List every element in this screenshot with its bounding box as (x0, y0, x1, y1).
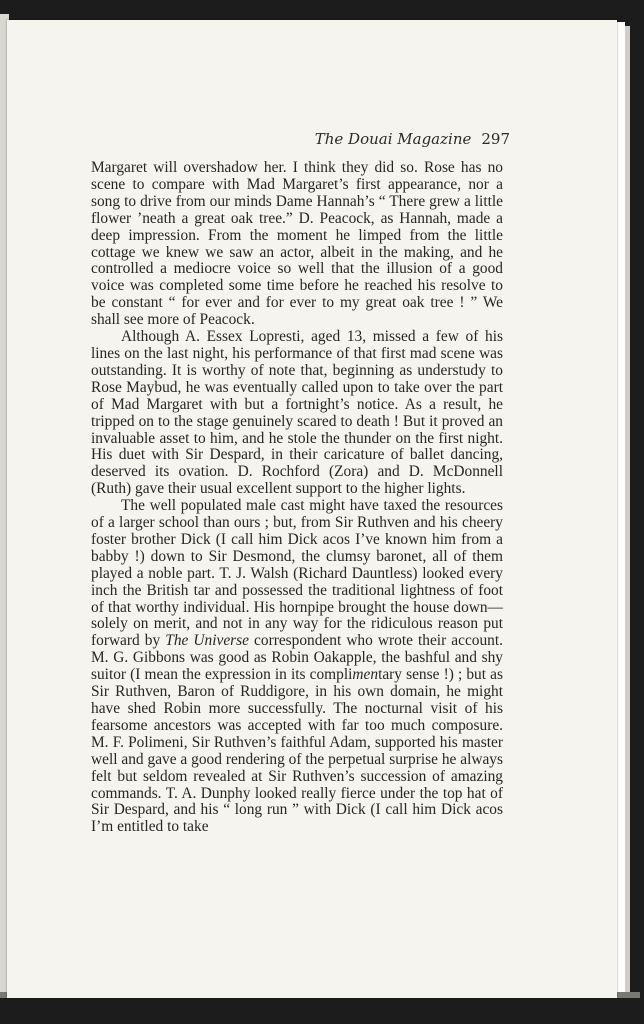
paragraph-text: Although A. Essex Lopresti, aged 13, missed a few of his lines on the last night, his performance of that first mad scene was outstanding. It is worthy of note that, beginning as understudy to Rose Maybud, he was eventually called upon to take over the part of Mad Margaret with but a fortnight’s notice. As a result, he tripped on to the stage genuinely scared to death ! But it proved an invaluable asset to him, and he stole the thunder on the first night. His duet with Sir Despard, in their caricature of ballet dancing, deserved its ovation. D. Rochford (Zora) and D. McDonnell (Ruth) gave their usual excellent support to the higher lights. (91, 328, 503, 498)
paragraph (91, 498, 503, 836)
paragraph-text: Margaret will overshadow her. I think they did so. Rose has no scene to compare with Mad Margaret’s first appearance, nor a song to drive from our minds Dame Hannah’s “ There grew a little flower ’neath a great oak tree.” D. Peacock, as Hannah, made a deep impression. From the moment he limped from the little cottage we knew we saw an actor, albeit in the making, and he controlled a mediocre voice so well that the illusion of a good voice was completed some time before he reached his resolve to be constant “ for ever and for ever to my great oak tree ! ” We shall see more of Peacock. (91, 159, 503, 329)
paragraph (91, 329, 503, 498)
paragraph-text: tary sense !) ; but as Sir Ruthven, Baron of Ruddigore, in his own domain, he might have shed Robin more successfully. The nocturnal visit of his fearsome ancestors was accepted with far too much composure. M. F. Polimeni, Sir Ruthven’s faithful Adam, supported his master well and gave a good rendering of the perpetual surprise he always felt but seldom revealed at Sir Ruthven’s succession of amazing commands. T. A. Dunphy looked really fierce under the top hat of Sir Despard, and his “ long run ” with Dick (I call him Dick acos I’m entitled to take (91, 666, 503, 836)
article-body (91, 160, 503, 836)
paragraph-text: The well populated male cast might have taxed the resources of a larger school than ours ; but, from Sir Ruthven and his cheery foster brother Dick (I call him Dick acos I’ve known him from a babby !) down to Sir Desmond, the clumsy baronet, all of them played a noble part. T. J. Walsh (Richard Dauntless) looked every inch the British tar and possessed the traditional lightness of foot of that worthy individual. His hornpipe brought the house down— solely on merit, and not in any way for the ridiculous reason put forward by (91, 497, 503, 650)
italic-text: men (352, 666, 379, 684)
italic-text: The Universe (165, 632, 249, 650)
paragraph (91, 160, 503, 329)
magazine-title: The Douai Magazine (314, 130, 472, 148)
page-number: 297 (481, 130, 510, 148)
running-header (91, 130, 510, 148)
page-edge (617, 22, 625, 996)
paragraph-text: correspondent who wrote their account. M. G. Gibbons was good as Robin Oakapple, the bashful and shy suitor (I mean the expression in its compli (91, 632, 503, 684)
page-stack-edge (625, 26, 630, 992)
